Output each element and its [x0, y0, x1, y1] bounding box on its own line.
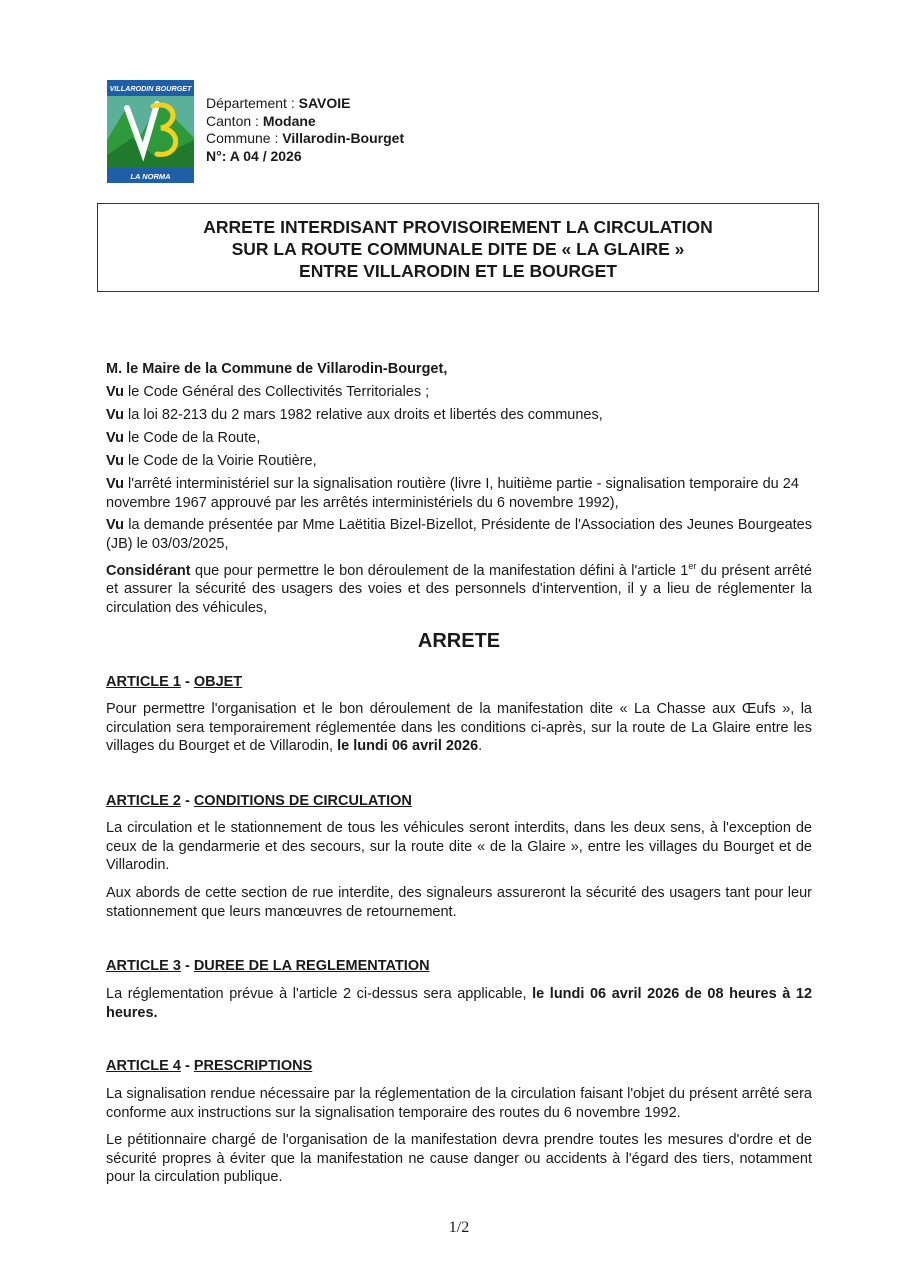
commune-value: Villarodin-Bourget — [282, 130, 405, 146]
considerant-paragraph: Considérant que pour permettre le bon déroulement de la manifestation défini à l'article 1er du présent arrêté et assurer la sécurité des usagers des voies et des personnels d'intervention, il y a lieu de réglementer la circulation des véhicules, — [106, 561, 812, 616]
departement-line: Département : SAVOIE — [206, 95, 351, 111]
vu-line-1: Vu le Code Général des Collectivités Territoriales ; — [106, 384, 430, 400]
article-1-heading: ARTICLE 1 - OBJET — [106, 674, 243, 690]
vu-line-5: Vu l'arrêté interministériel sur la signalisation routière (livre I, huitième partie - signalisation temporaire du 24 novembre 1967 approuvé par les arrêtés interministériels du 6 novembre 1992), — [106, 476, 799, 511]
vu-line-4: Vu le Code de la Voirie Routière, — [106, 453, 317, 469]
title-line-2: SUR LA ROUTE COMMUNALE DITE DE « LA GLAIRE » — [231, 239, 685, 259]
header-meta — [206, 95, 404, 165]
article-2-paragraph-2: Aux abords de cette section de rue interdite, des signaleurs assureront la sécurité des usagers tant pour leur stationnement que leurs manœuvres de retournement. — [106, 885, 812, 920]
vu-line-3: Vu le Code de la Route, — [106, 430, 261, 446]
article-2-heading: ARTICLE 2 - CONDITIONS DE CIRCULATION — [106, 793, 412, 809]
canton-line: Canton : Modane — [206, 112, 316, 129]
document-title-box — [97, 203, 819, 292]
article-4-heading: ARTICLE 4 - PRESCRIPTIONS — [106, 1058, 313, 1074]
vu-line-6: Vu la demande présentée par Mme Laëtitia Bizel-Bizellot, Présidente de l'Association des Jeunes Bourgeates (JB) le 03/03/2025, — [106, 517, 812, 552]
page-number: 1/2 — [448, 1219, 470, 1236]
article-3-text: La réglementation prévue à l'article 2 ci-dessus sera applicable, le lundi 06 avril 2026 de 08 heures à 12 heures. — [106, 986, 813, 1021]
commune-line: Commune : Villarodin-Bourget — [206, 130, 405, 146]
canton-value: Modane — [262, 112, 316, 129]
logo-bottom-text: LA NORMA — [130, 172, 171, 181]
article-1-text: Pour permettre l'organisation et le bon déroulement de la manifestation dite « La Chasse aux Œufs », la circulation sera temporairement réglementée dans les conditions ci-après, sur la route de La Glaire entre les villages du Bourget et de Villarodin, le lundi 06 avril 2026. — [106, 701, 812, 754]
vu-line-2: Vu la loi 82-213 du 2 mars 1982 relative aux droits et libertés des communes, — [106, 407, 603, 423]
article-4-paragraph-2: Le pétitionnaire chargé de l'organisation de la manifestation devra prendre toutes les mesures d'ordre et de sécurité propres à éviter que la manifestation ne cause danger ou accidents à l'égard des tiers, notamment pour la circulation publique. — [106, 1132, 812, 1185]
article-2-paragraph-1: La circulation et le stationnement de tous les véhicules seront interdits, dans les deux sens, à l'exception de ceux de la gendarmerie et des secours, sur la route dite « de la Glaire », entre les villages du Bourget et de Villarodin. — [106, 820, 812, 873]
departement-value: SAVOIE — [298, 95, 351, 111]
maire-line: M. le Maire de la Commune de Villarodin-Bourget, — [106, 361, 448, 377]
numero-line: N°: A 04 / 2026 — [206, 147, 302, 164]
numero-value: 04 / 2026 — [243, 147, 302, 164]
title-line-3: ENTRE VILLARODIN ET LE BOURGET — [299, 261, 617, 281]
title-line-1: ARRETE INTERDISANT PROVISOIREMENT LA CIRCULATION — [203, 217, 713, 237]
commune-logo — [107, 80, 194, 183]
article-4-paragraph-1: La signalisation rendue nécessaire par la réglementation de la circulation faisant l'objet du présent arrêté sera conforme aux instructions sur la signalisation temporaire des routes du 6 novembre 1992. — [106, 1086, 812, 1121]
arrete-heading: ARRETE — [417, 630, 501, 652]
article-3-heading: ARTICLE 3 - DUREE DE LA REGLEMENTATION — [106, 958, 430, 974]
logo-top-text: VILLARODIN BOURGET — [109, 84, 192, 93]
